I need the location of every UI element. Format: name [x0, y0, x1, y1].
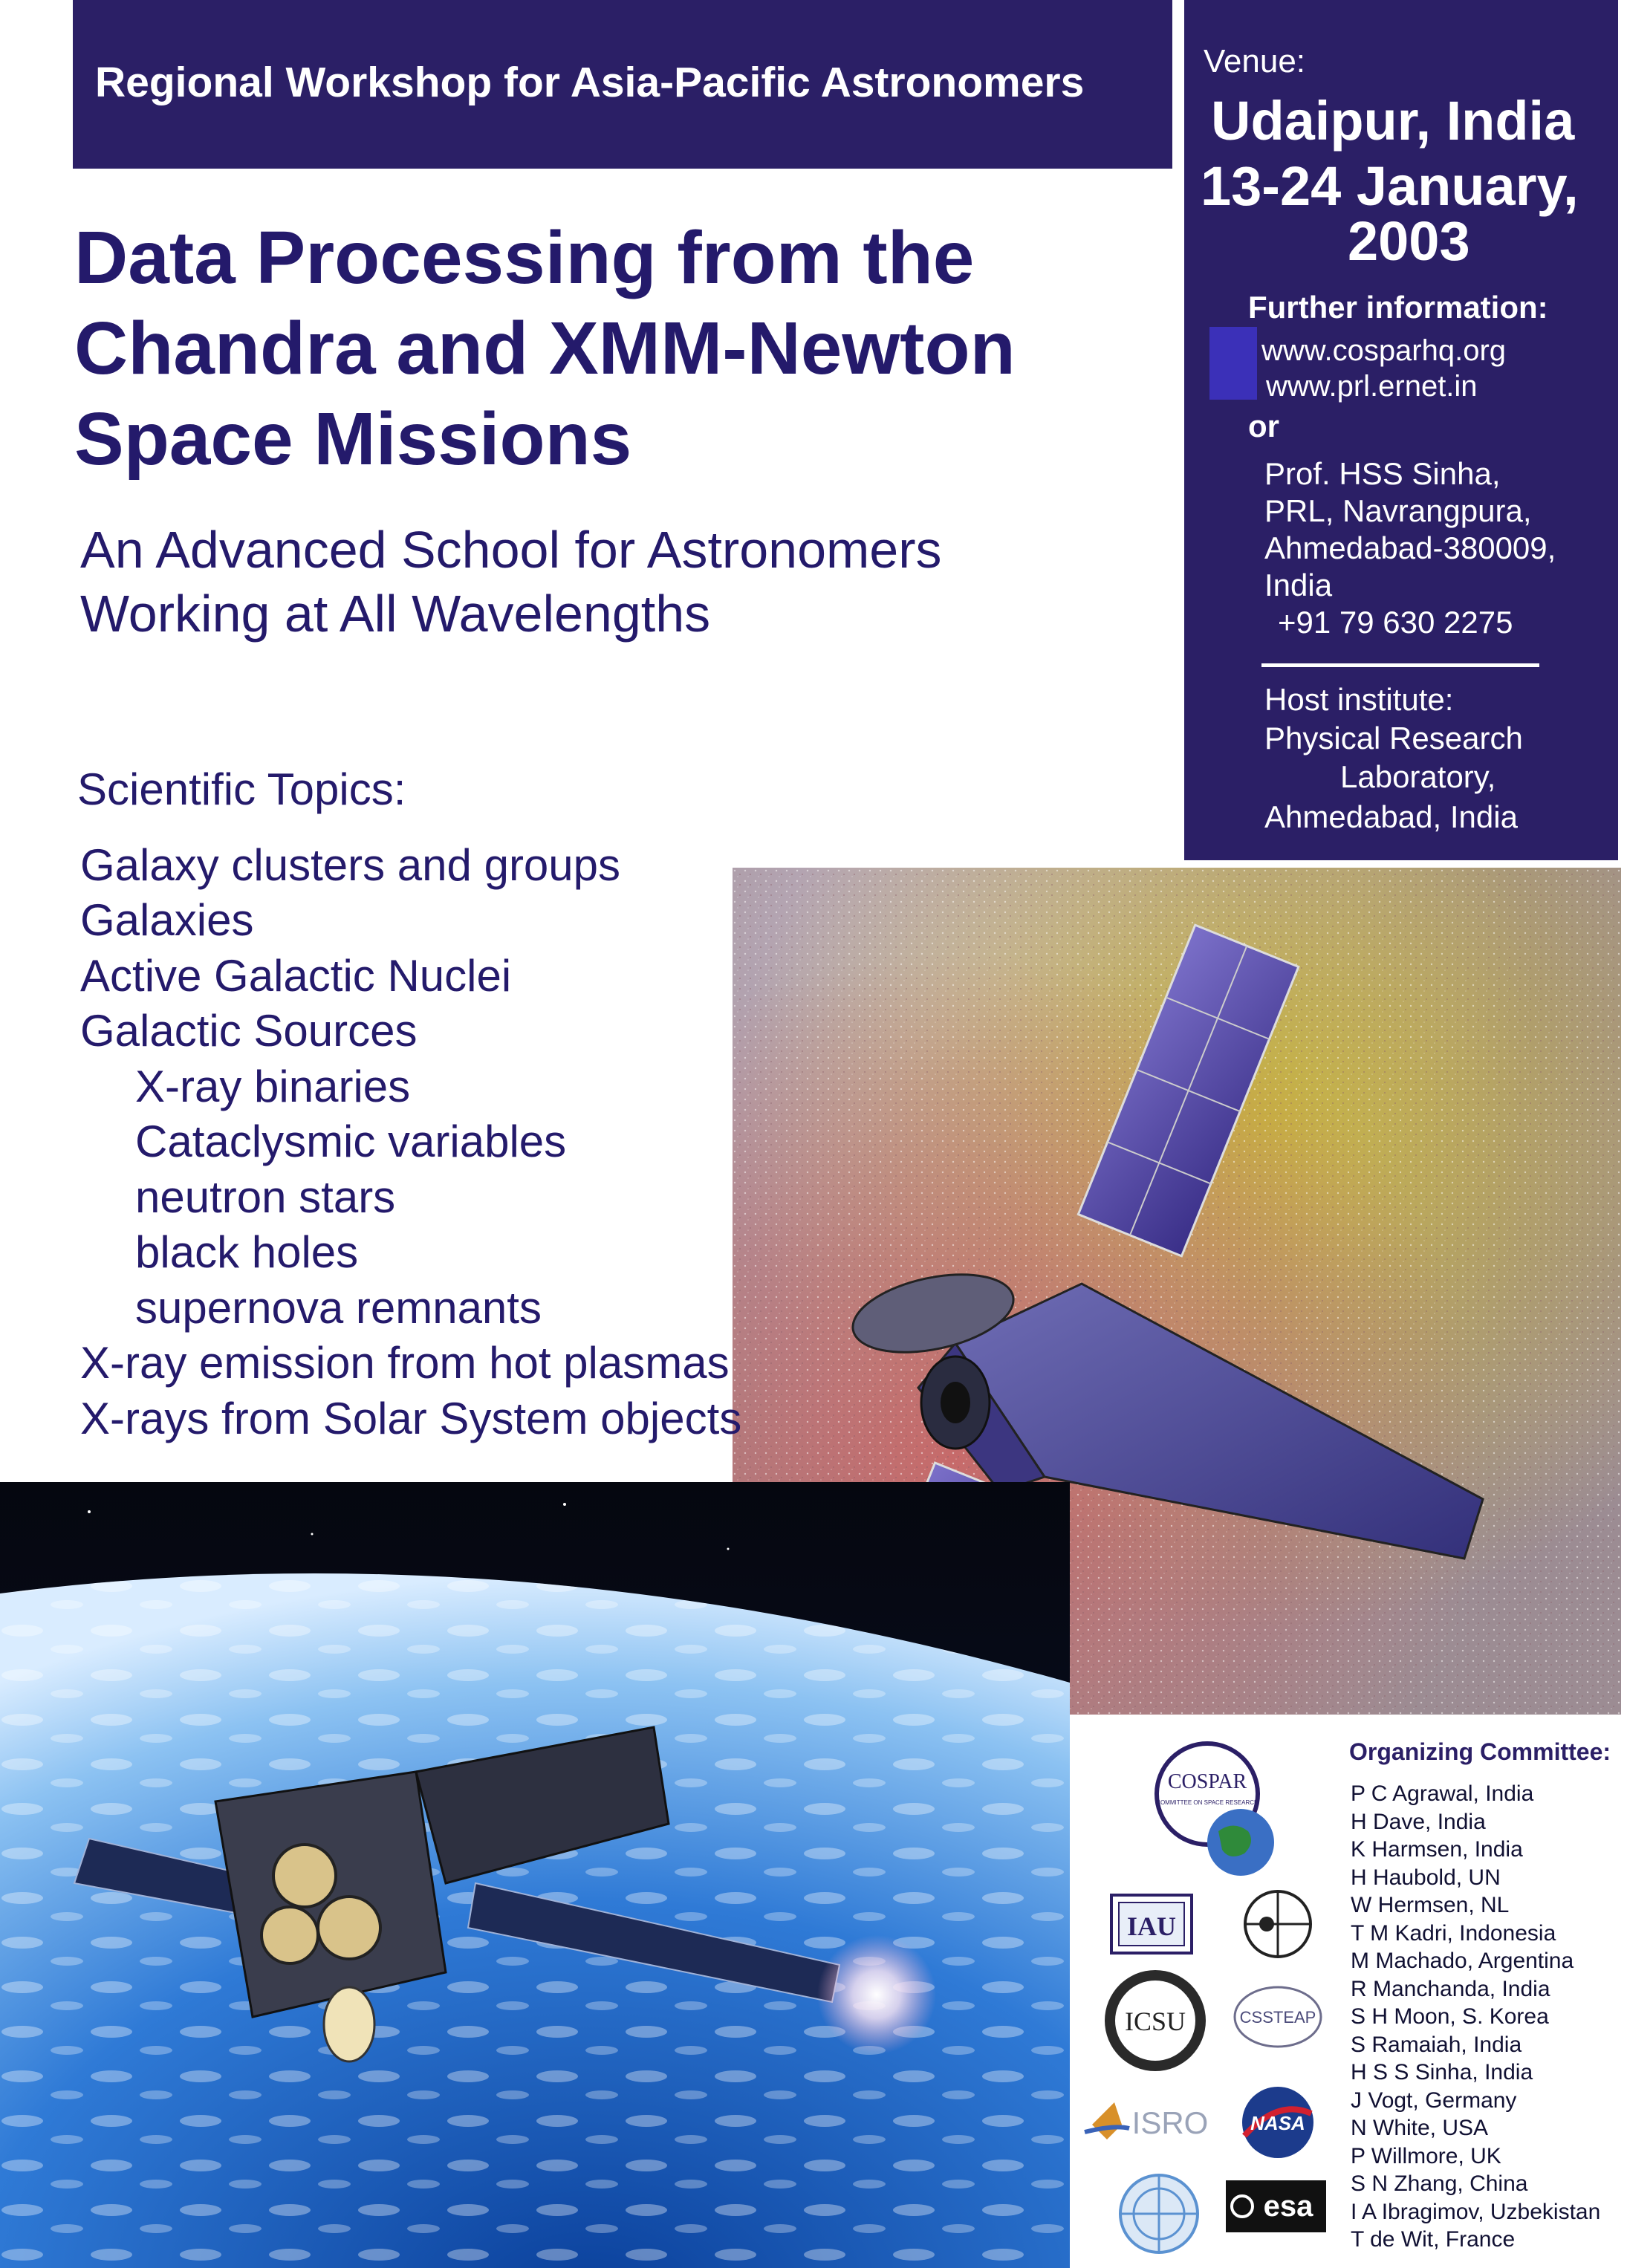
committee-member: S H Moon, S. Korea	[1351, 2004, 1549, 2029]
committee-member: S Ramaiah, India	[1351, 2032, 1522, 2057]
committee-member: M Machado, Argentina	[1351, 1949, 1574, 1973]
topic-subitem: black holes	[135, 1227, 359, 1277]
topic-item: Galaxies	[80, 895, 254, 945]
topics-heading: Scientific Topics:	[77, 764, 406, 814]
contact-line: India	[1264, 568, 1333, 602]
committee-member: I A Ibragimov, Uzbekistan	[1351, 2199, 1601, 2224]
committee-member: H Dave, India	[1351, 1809, 1486, 1834]
cssteap-logo-text: CSSTEAP	[1239, 2008, 1316, 2027]
iau-logo-text: IAU	[1126, 1911, 1177, 1941]
isro-logo-text: ISRO	[1131, 2105, 1209, 2140]
committee-member: P C Agrawal, India	[1351, 1781, 1534, 1806]
or-label: or	[1248, 409, 1279, 443]
nasa-logo	[1233, 2084, 1322, 2162]
icsu-logo-text: ICSU	[1124, 2007, 1186, 2036]
committee-member: R Manchanda, India	[1351, 1976, 1550, 2001]
main-title-line: Data Processing from the	[74, 216, 975, 299]
committee-member: N White, USA	[1351, 2116, 1489, 2140]
venue-panel	[1184, 0, 1618, 860]
topic-item: X-ray emission from hot plasmas	[80, 1338, 730, 1388]
committee-heading: Organizing Committee:	[1349, 1738, 1611, 1765]
url-cospar[interactable]: www.cosparhq.org	[1261, 334, 1507, 367]
topic-subitem: Cataclysmic variables	[135, 1117, 567, 1166]
committee-member: T M Kadri, Indonesia	[1351, 1920, 1556, 1946]
topic-item: Galaxy clusters and groups	[80, 840, 621, 890]
contact-phone: +91 79 630 2275	[1278, 605, 1513, 640]
further-info-label: Further information:	[1248, 290, 1548, 325]
subtitle-line: Working at All Wavelengths	[80, 585, 711, 643]
url-prl[interactable]: www.prl.ernet.in	[1266, 370, 1478, 403]
committee-member: H S S Sinha, India	[1351, 2060, 1533, 2085]
main-title-line: Chandra and XMM-Newton	[74, 307, 1016, 390]
cospar-logo	[1144, 1735, 1285, 1883]
host-line: Physical Research	[1264, 721, 1523, 756]
icsu-logo	[1100, 1965, 1211, 2076]
host-label: Host institute:	[1264, 682, 1454, 717]
info-marker	[1209, 327, 1257, 400]
ursi-logo	[1237, 1887, 1319, 1961]
venue-city: Udaipur, India	[1211, 90, 1575, 152]
isro-logo	[1077, 2087, 1226, 2154]
banner-title: Regional Workshop for Asia-Pacific Astronomers	[95, 59, 1085, 106]
esa-logo	[1226, 2180, 1326, 2232]
un-logo	[1100, 2165, 1218, 2262]
committee-member: K Harmsen, India	[1351, 1837, 1523, 1862]
xmm-newton-satellite-image	[0, 1482, 1070, 2268]
contact-line: Prof. HSS Sinha,	[1264, 456, 1501, 491]
topic-item: Galactic Sources	[80, 1006, 418, 1056]
topic-item: Active Galactic Nuclei	[80, 951, 512, 1001]
committee-member: S N Zhang, China	[1351, 2171, 1528, 2196]
committee-member: W Hermsen, NL	[1351, 1893, 1510, 1917]
venue-year: 2003	[1348, 210, 1470, 272]
subtitle-line: An Advanced School for Astronomers	[80, 521, 942, 579]
topic-item: X-rays from Solar System objects	[80, 1394, 742, 1443]
cssteap-logo	[1230, 1980, 1326, 2054]
venue-label: Venue:	[1204, 43, 1306, 79]
venue-dates: 13-24 January,	[1201, 155, 1579, 217]
committee-member: H Haubold, UN	[1351, 1865, 1501, 1890]
esa-logo-text: esa	[1263, 2190, 1313, 2223]
cospar-logo-subtext: COMMITTEE ON SPACE RESEARCH	[1156, 1799, 1259, 1806]
nasa-logo-text: NASA	[1250, 2112, 1305, 2134]
committee-member: J Vogt, Germany	[1351, 2087, 1517, 2113]
divider	[1261, 663, 1539, 667]
committee-member: T de Wit, France	[1351, 2227, 1516, 2252]
cospar-logo-text: COSPAR	[1167, 1770, 1247, 1793]
contact-line: Ahmedabad-380009,	[1264, 530, 1556, 565]
contact-line: PRL, Navrangpura,	[1264, 493, 1532, 528]
committee-member: P Willmore, UK	[1351, 2143, 1501, 2168]
topic-subitem: neutron stars	[135, 1172, 396, 1222]
iau-logo	[1107, 1891, 1196, 1957]
topic-subitem: supernova remnants	[135, 1283, 542, 1333]
main-title-line: Space Missions	[74, 397, 632, 481]
host-line: Ahmedabad, India	[1264, 799, 1518, 834]
topic-subitem: X-ray binaries	[135, 1062, 411, 1111]
host-line: Laboratory,	[1340, 759, 1496, 794]
